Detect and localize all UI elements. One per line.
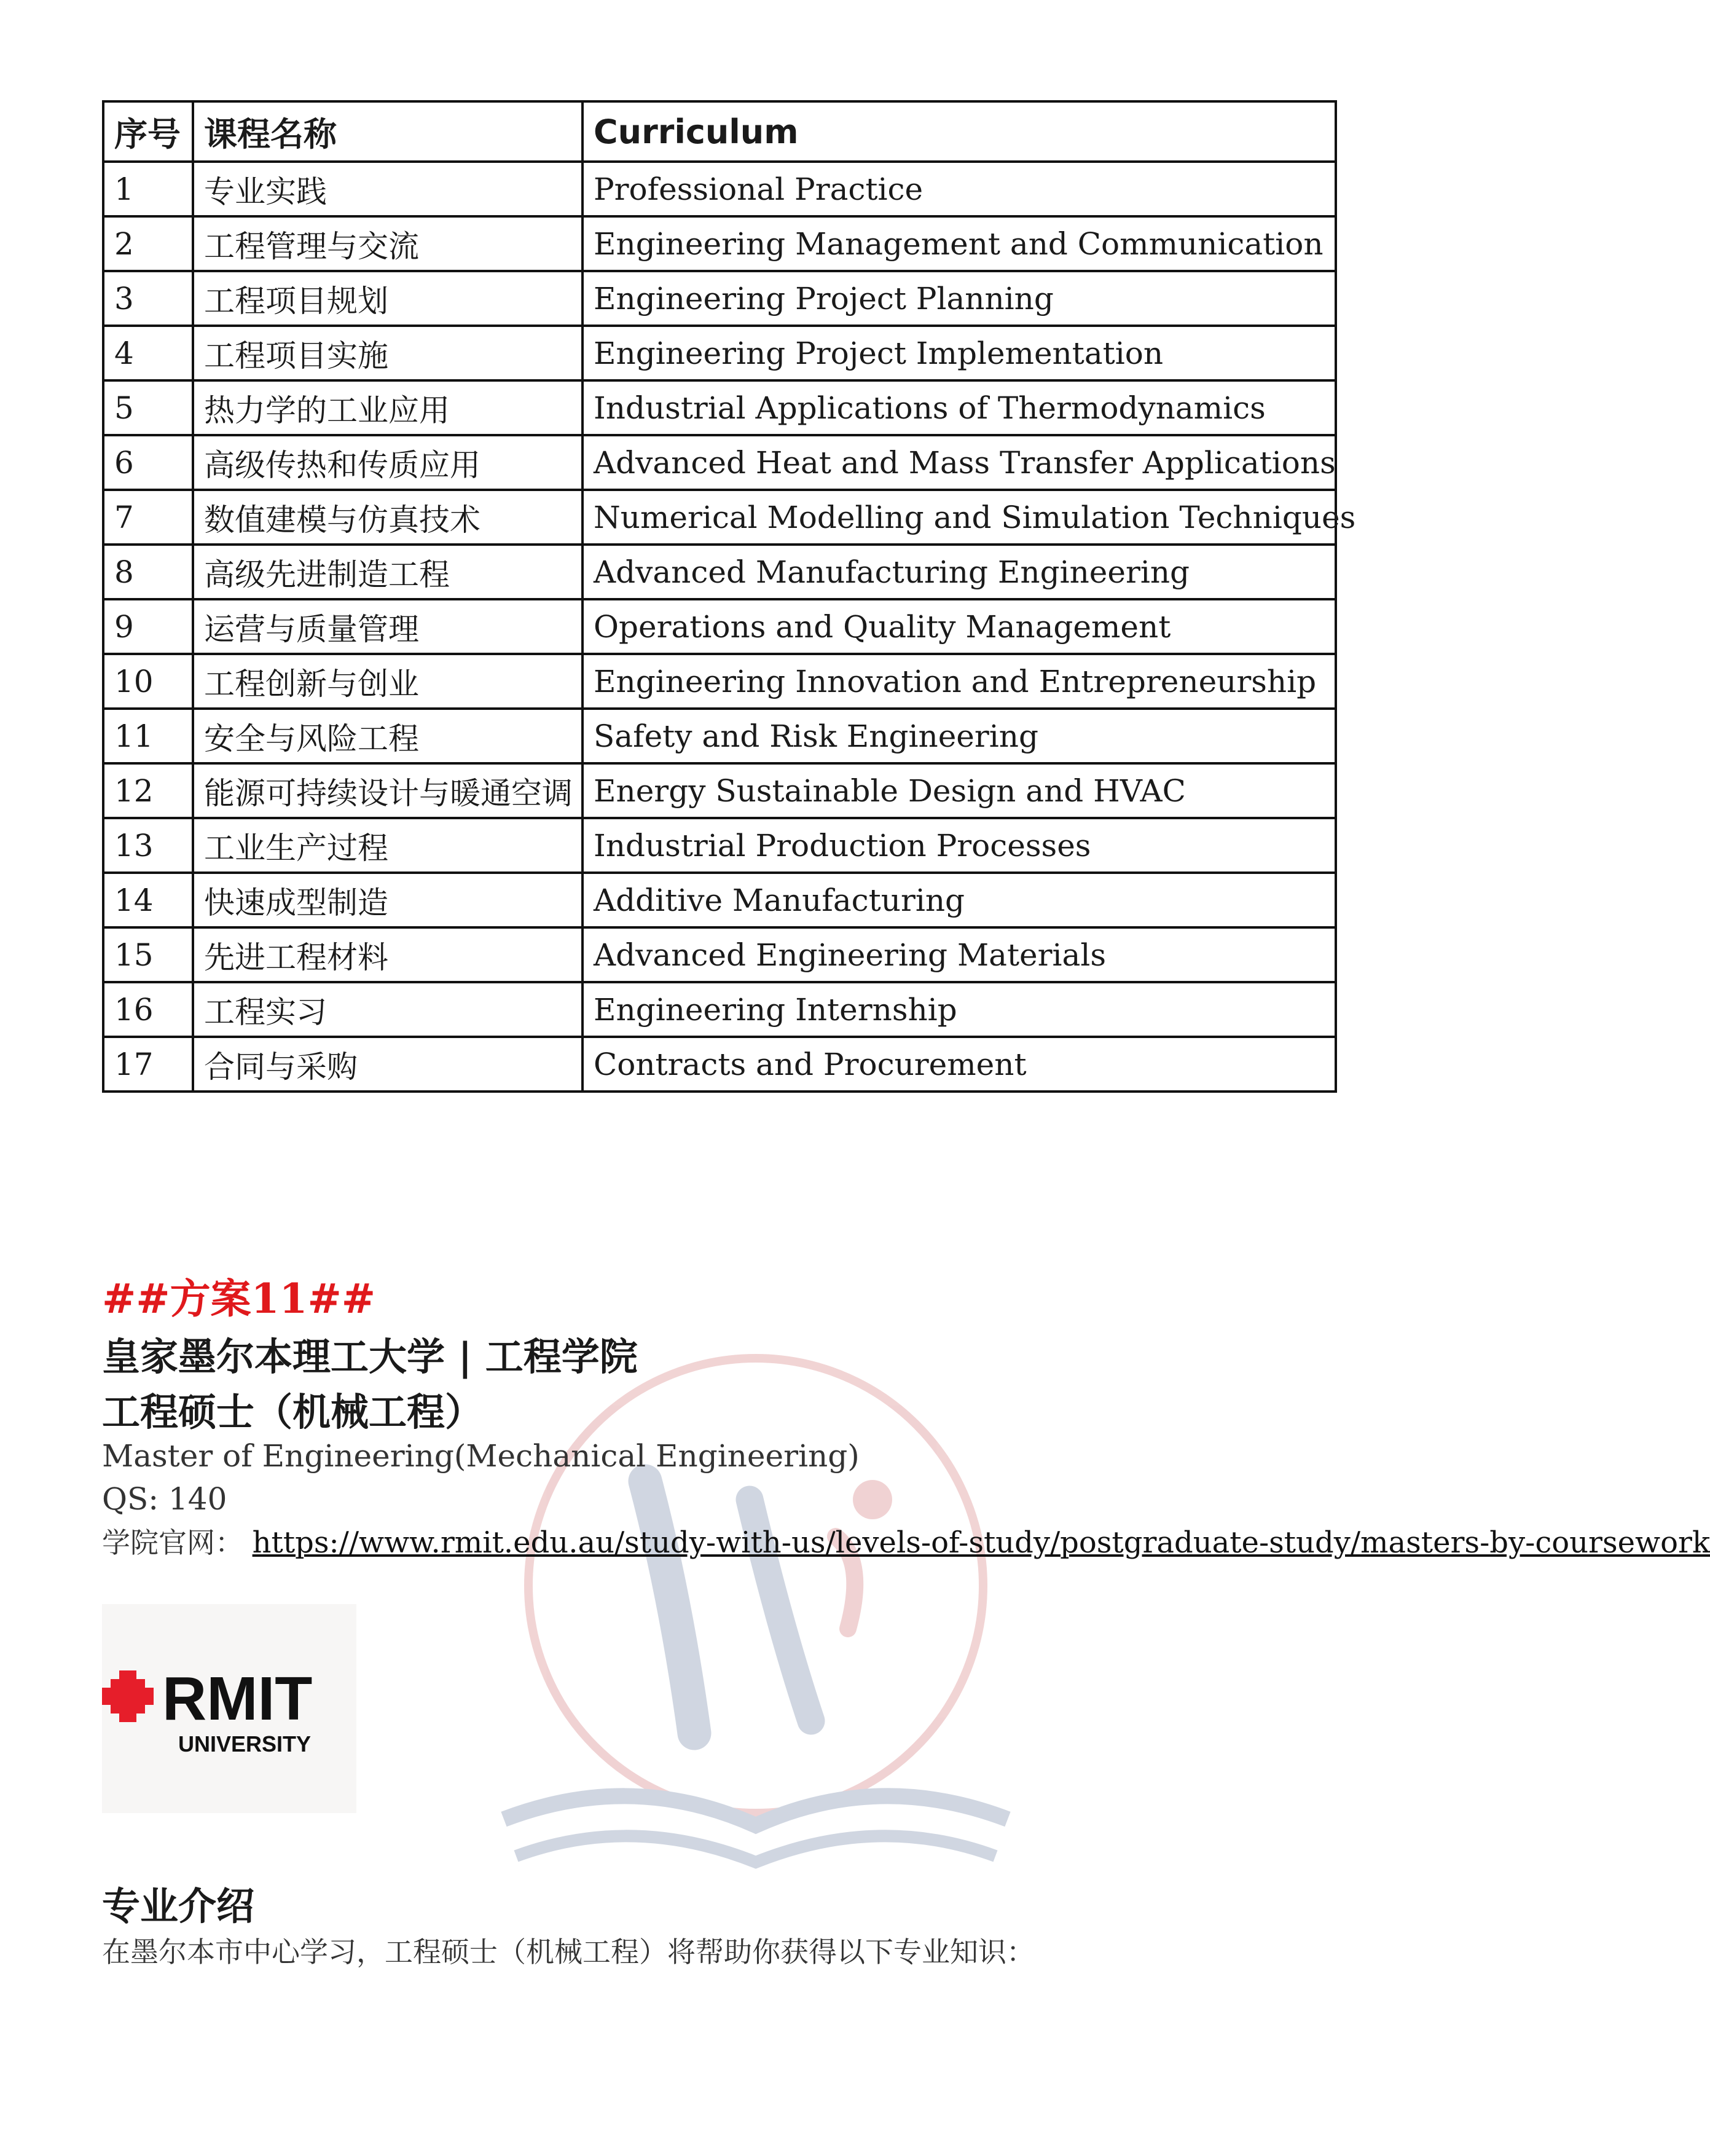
row-index: 16 (103, 982, 193, 1037)
curriculum-table (102, 100, 1356, 1093)
row-course-en: Engineering Internship (582, 982, 1336, 1037)
row-index: 4 (103, 326, 193, 380)
row-course-cn: 运营与质量管理 (193, 599, 582, 654)
logo-subtext: UNIVERSITY (178, 1731, 312, 1757)
row-course-cn: 先进工程材料 (193, 927, 582, 982)
website-line (102, 1521, 1710, 1561)
row-course-en: Additive Manufacturing (582, 873, 1336, 927)
row-course-cn: 高级先进制造工程 (193, 545, 582, 599)
rmit-logo (102, 1604, 356, 1813)
website-link[interactable]: https://www.rmit.edu.au/study-with-us/levels-of-study/postgraduate-study/masters-by-coursework (252, 1525, 1710, 1560)
row-course-cn: 工业生产过程 (193, 818, 582, 873)
table-row (103, 927, 1336, 982)
row-course-en: Operations and Quality Management (582, 599, 1336, 654)
row-course-cn: 数值建模与仿真技术 (193, 490, 582, 545)
row-index: 9 (103, 599, 193, 654)
row-course-en: Engineering Management and Communication (582, 216, 1336, 271)
program-heading: ##方案11## (102, 1275, 376, 1323)
university-name: 皇家墨尔本理工大学 | 工程学院 (102, 1334, 638, 1379)
degree-en: Master of Engineering(Mechanical Engineering) (102, 1438, 860, 1474)
row-course-en: Safety and Risk Engineering (582, 709, 1336, 763)
row-course-cn: 工程项目实施 (193, 326, 582, 380)
table-row (103, 654, 1336, 709)
row-index: 7 (103, 490, 193, 545)
row-course-en: Engineering Innovation and Entrepreneurship (582, 654, 1336, 709)
row-course-en: Advanced Heat and Mass Transfer Applications (582, 435, 1336, 490)
table-header-row (103, 101, 1336, 162)
table-row (103, 380, 1336, 435)
table-row (103, 271, 1336, 326)
row-course-en: Industrial Production Processes (582, 818, 1336, 873)
row-course-cn: 安全与风险工程 (193, 709, 582, 763)
row-course-cn: 工程创新与创业 (193, 654, 582, 709)
watermark-logo (492, 1340, 1020, 1893)
row-index: 6 (103, 435, 193, 490)
row-index: 3 (103, 271, 193, 326)
table-row (103, 216, 1336, 271)
table-row (103, 709, 1336, 763)
row-course-en: Engineering Project Implementation (582, 326, 1336, 380)
row-course-en: Advanced Engineering Materials (582, 927, 1336, 982)
table-row (103, 763, 1336, 818)
row-index: 13 (103, 818, 193, 873)
table-row (103, 545, 1336, 599)
row-index: 14 (103, 873, 193, 927)
table-row (103, 818, 1336, 873)
header-course-name: 课程名称 (193, 101, 582, 162)
row-course-en: Professional Practice (582, 162, 1336, 216)
row-course-en: Industrial Applications of Thermodynamics (582, 380, 1336, 435)
row-course-cn: 能源可持续设计与暖通空调 (193, 763, 582, 818)
row-course-en: Advanced Manufacturing Engineering (582, 545, 1336, 599)
row-course-cn: 专业实践 (193, 162, 582, 216)
row-course-en: Energy Sustainable Design and HVAC (582, 763, 1336, 818)
intro-text: 在墨尔本市中心学习，工程硕士（机械工程）将帮助你获得以下专业知识： (102, 1935, 1035, 1969)
row-course-en: Contracts and Procurement (582, 1037, 1336, 1092)
table-row (103, 599, 1336, 654)
table-row (103, 982, 1336, 1037)
website-label: 学院官网： (102, 1526, 243, 1559)
table-row (103, 326, 1336, 380)
row-course-en: Numerical Modelling and Simulation Techniques (582, 490, 1336, 545)
row-index: 15 (103, 927, 193, 982)
row-course-cn: 合同与采购 (193, 1037, 582, 1092)
intro-title: 专业介绍 (102, 1884, 255, 1929)
row-index: 17 (103, 1037, 193, 1092)
row-course-cn: 工程项目规划 (193, 271, 582, 326)
header-index: 序号 (103, 101, 193, 162)
table-row (103, 162, 1336, 216)
row-course-cn: 热力学的工业应用 (193, 380, 582, 435)
row-index: 1 (103, 162, 193, 216)
row-index: 12 (103, 763, 193, 818)
table-row (103, 1037, 1336, 1092)
degree-cn: 工程硕士（机械工程） (102, 1390, 484, 1434)
qs-ranking: QS: 140 (102, 1481, 227, 1517)
row-index: 2 (103, 216, 193, 271)
row-course-cn: 快速成型制造 (193, 873, 582, 927)
row-course-cn: 工程实习 (193, 982, 582, 1037)
table-row (103, 435, 1336, 490)
row-index: 5 (103, 380, 193, 435)
row-index: 8 (103, 545, 193, 599)
row-index: 10 (103, 654, 193, 709)
row-index: 11 (103, 709, 193, 763)
row-course-en: Engineering Project Planning (582, 271, 1336, 326)
row-course-cn: 工程管理与交流 (193, 216, 582, 271)
table-row (103, 873, 1336, 927)
row-course-cn: 高级传热和传质应用 (193, 435, 582, 490)
header-curriculum: Curriculum (582, 101, 1336, 162)
logo-text: RMIT (162, 1664, 313, 1733)
table-row (103, 490, 1336, 545)
